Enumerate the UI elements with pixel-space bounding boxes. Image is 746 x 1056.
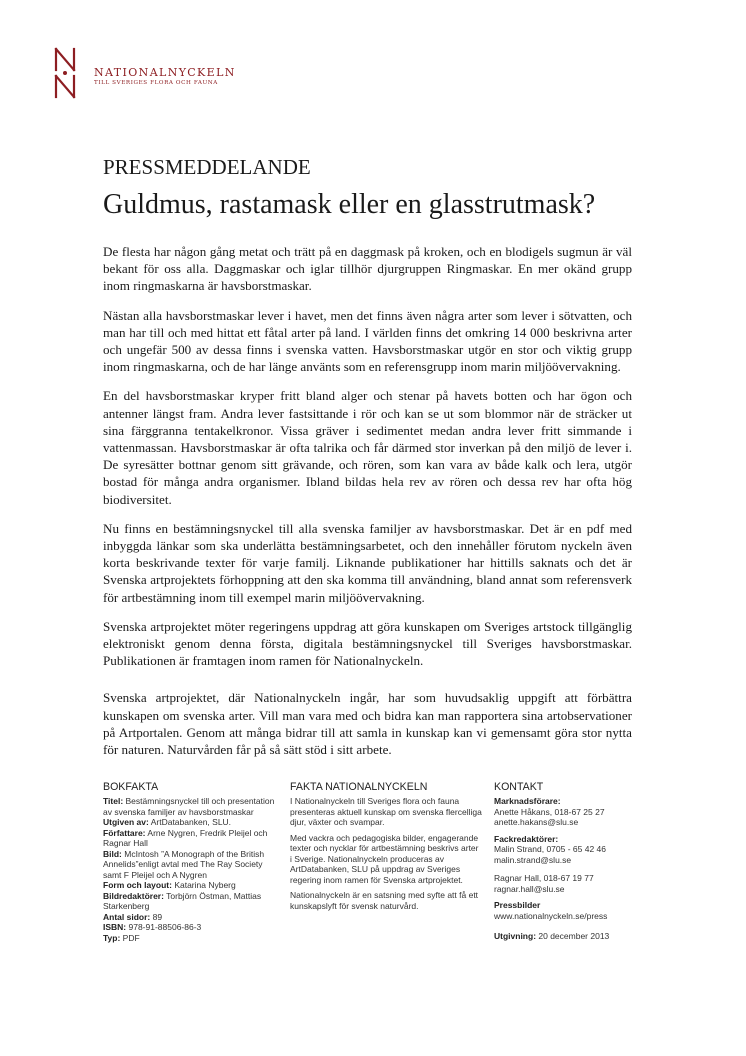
contact-label: Pressbilder (494, 900, 541, 910)
contact-label: Fackredaktörer: (494, 833, 559, 844)
kontakt-column (494, 781, 654, 942)
fact-value: Bestämningsnyckel till och presentation av svenska familjer av havsborstmaskar (103, 796, 275, 817)
fact-row (103, 912, 283, 923)
release-date-value: 20 december 2013 (536, 931, 610, 941)
release-date (494, 931, 654, 942)
paragraph: En del havsborstmaskar kryper fritt bland alger och stenar på havets botten och har ögon och antenner längst fram. Andra lever fastsittande i rör och kan se ut som blommor när de sträcker ut sina färggranna tentakelkronor. Vissa gräver i sedimentet medan andra lever fritt simmande i vattenmassan. Havsborstmaskar är ofta talrika och får därmed stor inverkan på den miljö de lever i. De syresätter bottnar genom sitt grävande, och rören, som kan vara av både kalk och lera, utgör bostad för många andra organismer. Ibland bildas hela rev av rören och dessa rev har ofta hög biodiversitet. (103, 388, 632, 507)
fact-label: ISBN: (103, 922, 127, 932)
fakta-paragraph: I Nationalnyckeln till Sveriges flora och fauna presenteras aktuell kunskap om svenska flercelliga djur, växter och svampar. (290, 796, 482, 827)
fact-value: Arne Nygren, Fredrik Pleijel och Ragnar Hall (103, 827, 268, 848)
fact-value: Torbjörn Östman, Mattias Starkenberg (103, 890, 262, 911)
fact-label: Titel: (103, 796, 124, 806)
fact-label: Bild: (103, 848, 122, 859)
fakta-paragraph: Med vackra och pedagogiska bilder, engagerande texter och nycklar för artbestämning beskrivs arter i Sverige. Nationalnyckeln produceras av ArtDatabanken, SLU på uppdrag av Sveriges regering inom ramen för Svenska artprojektet. (290, 832, 479, 885)
fact-row (103, 796, 283, 817)
fact-row (103, 922, 283, 933)
page-title: Guldmus, rastamask eller en glasstrutmask? (103, 189, 596, 220)
fact-row (103, 880, 283, 891)
contact-email[interactable]: malin.strand@slu.se (494, 854, 572, 865)
fakta-column (290, 781, 482, 916)
fact-label: Antal sidor: (103, 911, 151, 922)
paragraph: De flesta har någon gång metat och trätt på en daggmask på kroken, och en blodigels sugmun är väl bekant för oss alla. Daggmaskar och iglar tillhör djurgruppen Ringmaskar. En mer okänd grupp inom ringmaskarna är havsborstmaskar. (103, 244, 632, 294)
nn-monogram-icon (50, 46, 80, 100)
fact-value: McIntosh ”A Monograph of the British Annelids”enligt avtal med The Ray Society samt F Pleijel och A Nygren (103, 848, 265, 880)
article-body (103, 243, 632, 770)
brand (94, 66, 236, 87)
fact-value: 978-91-88506-86-3 (126, 922, 202, 932)
contact-line: Malin Strand, 0705 - 65 42 46 (494, 844, 606, 854)
kontakt-heading: KONTAKT (494, 781, 544, 793)
paragraph: Nu finns en bestämningsnyckel till alla svenska familjer av havsborstmaskar. Det är en pdf med inbyggda länkar som ska underlätta bestämningsarbetet, och den innehåller förutom nyckeln även korta beskrivande texter för varje familj. Liknande publikationer har hittills saknats och det är Svenska artprojektets förhoppning att den ska komma till användning, bland annat som referensverk för artbestämning inom till exempel marin miljöövervakning. (103, 520, 632, 605)
press-link[interactable]: www.nationalnyckeln.se/press (494, 910, 608, 921)
brand-tagline: TILL SVERIGES FLORA OCH FAUNA (94, 80, 218, 86)
fact-label: Utgiven av: (103, 817, 149, 827)
contact-email[interactable]: anette.hakans@slu.se (494, 817, 579, 827)
contact-press (494, 900, 654, 921)
fact-row (103, 891, 283, 912)
contact-line: Anette Håkans, 018-67 25 27 (494, 806, 605, 817)
release-date-label: Utgivning: (494, 931, 537, 941)
contact-label: Marknadsförare: (494, 796, 561, 806)
brand-name: NATIONALNYCKELN (94, 66, 236, 79)
contact-fack (494, 834, 654, 895)
fact-value: 89 (150, 911, 163, 922)
fact-label: Form och layout: (103, 880, 172, 890)
fact-row (103, 817, 283, 828)
paragraph: Svenska artprojektet möter regeringens uppdrag att göra kunskapen om Sveriges artstock tillgänglig elektroniskt genom denna första, digitala bestämningsnyckel till Sveriges havsborstmaskar. Publikationen är framtagen inom ramen för Nationalnyckeln. (103, 618, 632, 669)
contact-marknad (494, 796, 654, 828)
paragraph: Svenska artprojektet, där Nationalnyckeln ingår, har som huvudsaklig uppgift att förbättra kunskapen om svenska arter. Vill man vara med och bidra kan man rapportera sina artobservationer på Artportalen. Genom att många bidrar till att samla in kunskap kan vi gemensamt göra stor nytta för naturen. Naturvården får på så sätt stöd i sitt arbete. (103, 690, 632, 758)
fakta-paragraph: Nationalnyckeln är en satsning med syfte att få ett kunskapslyft för svensk naturvård. (290, 890, 479, 911)
fact-value: PDF (120, 932, 140, 943)
contact-email[interactable]: ragnar.hall@slu.se (494, 883, 565, 894)
fact-row (103, 933, 283, 944)
bokfakta-column (103, 781, 283, 943)
bokfakta-heading: BOKFAKTA (103, 781, 159, 793)
fact-label: Typ: (103, 932, 121, 943)
press-release-label: PRESSMEDDELANDE (103, 155, 311, 179)
fact-value: ArtDatabanken, SLU. (148, 817, 232, 827)
fact-value: Katarina Nyberg (171, 880, 236, 890)
fact-label: Bildredaktörer: (103, 890, 164, 901)
fact-label: Författare: (103, 827, 146, 838)
fakta-heading: FAKTA NATIONALNYCKELN (290, 781, 428, 793)
paragraph: Nästan alla havsborstmaskar lever i havet, men det finns även några arter som lever i sötvatten, och man har till och med hittat ett fåtal arter på land. I världen finns det omkring 14 000 beskrivna arter och ungefär 500 av dessa finns i svenska vatten. Havsborstmaskar utgör en stor och viktig grupp inom ringmaskarna, och de har länge använts som en referensgrupp inom marin miljöövervakning. (103, 307, 632, 375)
fact-row (103, 828, 283, 849)
fact-row (103, 849, 283, 881)
contact-line: Ragnar Hall, 018-67 19 77 (494, 873, 594, 883)
